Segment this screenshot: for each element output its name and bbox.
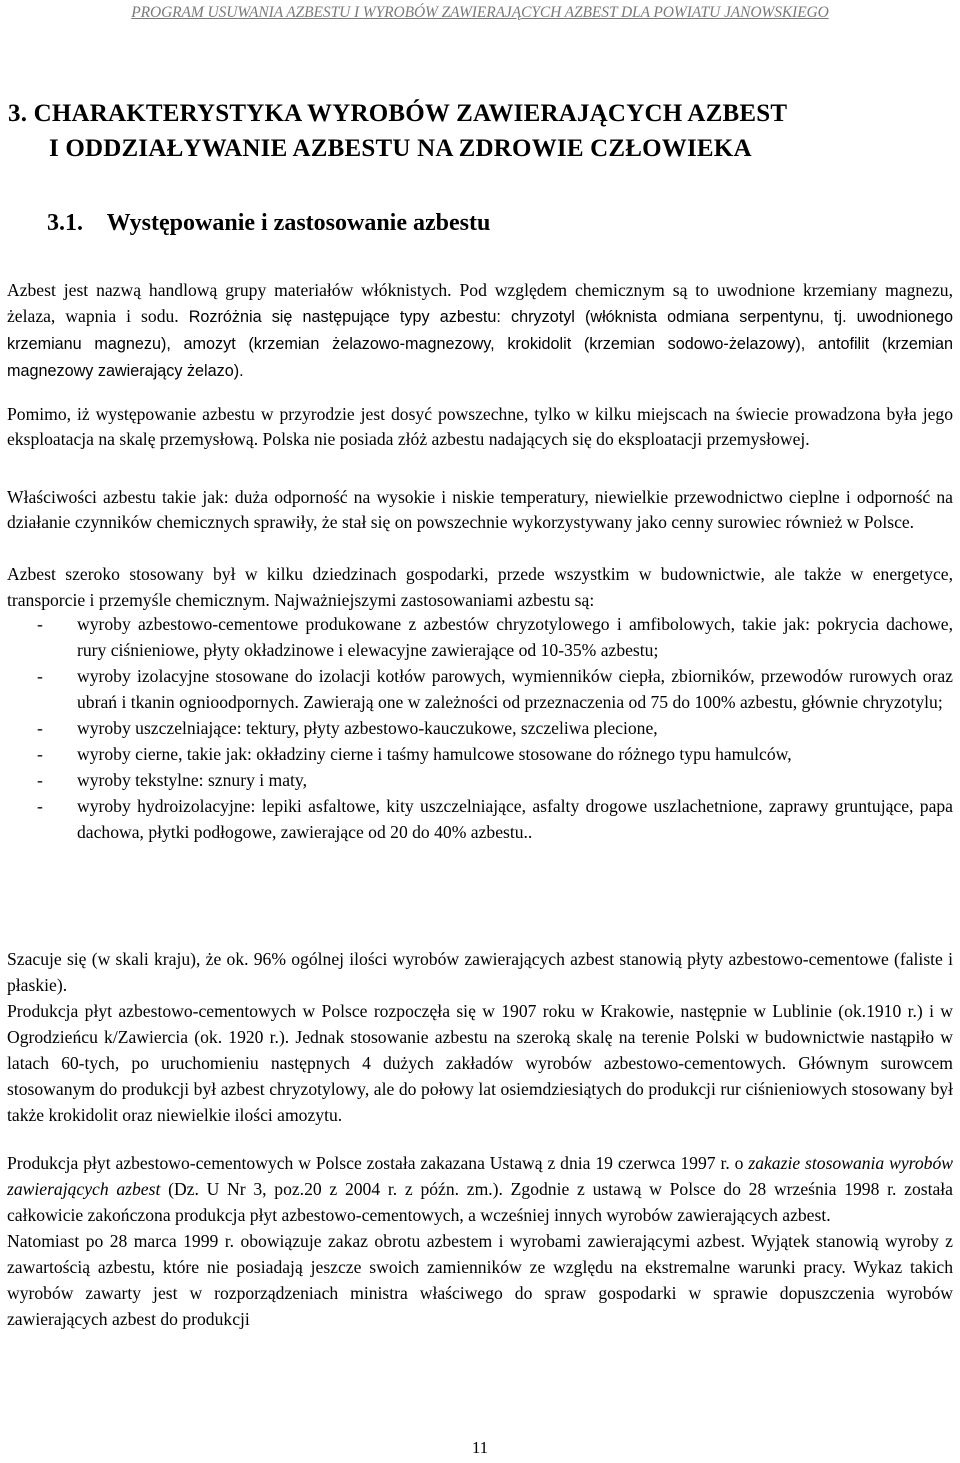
- applications-list: [7, 611, 953, 845]
- paragraph-trade-ban: Natomiast po 28 marca 1999 r. obowiązuje zakaz obrotu azbestem i wyrobami zawierającymi azbest. Wyjątek stanowią wyroby z zawartością azbestu, które nie posiadają jeszcze swoich zamienników ze względu na ekstremalne warunki pracy. Wykaz takich wyrobów zawarty jest w rozporządzeniach ministra właściwego do spraw gospodarki w sprawie dopuszczenia wyrobów zawierających azbest do produkcji: [7, 1231, 953, 1329]
- paragraph-asbestos-definition: [7, 277, 953, 384]
- paragraph-ban-law: [7, 1150, 953, 1228]
- chapter-title: [8, 96, 953, 166]
- list-item: - wyroby uszczelniające: tektury, płyty azbestowo-kauczukowe, szczeliwa plecione,: [7, 715, 953, 741]
- chapter-title-line-1: 3. CHARAKTERYSTYKA WYROBÓW ZAWIERAJĄCYCH AZBEST: [8, 100, 788, 127]
- list-item: - wyroby tekstylne: sznury i maty,: [7, 767, 953, 793]
- running-header: PROGRAM USUWANIA AZBESTU I WYROBÓW ZAWIERAJĄCYCH AZBEST DLA POWIATU JANOWSKIEGO: [131, 4, 829, 21]
- ban-law-text-b: (Dz. U Nr 3, poz.20 z 2004 r. z późn. zm.). Zgodnie z ustawą w Polsce do 28 września 1998 r. została całkowicie zakończona produkcja płyt azbestowo-cementowych, a wcześniej innych wyrobów zawierających azbest.: [7, 1179, 953, 1225]
- paragraph-properties: Właściwości azbestu takie jak: duża odporność na wysokie i niskie temperatury, niewielkie przewodnictwo cieplne i odporność na działanie czynników chemicznych sprawiły, że stał się on powszechnie wykorzystywany jako cenny surowiec również w Polsce.: [7, 487, 953, 533]
- ban-law-text-a: Produkcja płyt azbestowo-cementowych w Polsce została zakazana Ustawą z dnia 19 czerwca 1997 r. o: [7, 1153, 749, 1173]
- production-history: [7, 946, 953, 1128]
- law-title-italic: zakazie stosowania wyrobów zawierających azbest: [7, 1153, 953, 1199]
- legal-ban: [7, 1150, 953, 1332]
- paragraph-sans-part: Rozróżnia się następujące typy azbestu: chryzotyl (włóknista odmiana serpentynu, tj. uwodnionego krzemianu magnezu), amozyt (krzemian żelazowo-magnezowy, krokidolit (krzemian sodowo-żelazowy), antofilit (krzemian magnezowy zawierający żelazo).: [7, 308, 953, 380]
- paragraph-share-estimate: Szacuje się (w skali kraju), że ok. 96% ogólnej ilości wyrobów zawierających azbest stanowią płyty azbestowo-cementowe (faliste i płaskie).: [7, 949, 953, 995]
- list-item: - wyroby cierne, takie jak: okładziny cierne i taśmy hamulcowe stosowane do różnego typu hamulców,: [7, 741, 953, 767]
- page-number: 11: [471, 1438, 489, 1457]
- section-title: 3.1. Występowanie i zastosowanie azbestu: [47, 210, 491, 236]
- list-item: - wyroby azbestowo-cementowe produkowane z azbestów chryzotylowego i amfibolowych, takie jak: pokrycia dachowe, rury ciśnieniowe, płyty okładzinowe i elewacyjne zawierające od 10-35% azbestu;: [7, 611, 953, 663]
- paragraph-applications: Azbest szeroko stosowany był w kilku dziedzinach gospodarki, przede wszystkim w budownictwie, ale także w energetyce, transporcie i przemyśle chemicznym. Najważniejszymi zastosowaniami azbestu są:: [7, 564, 953, 610]
- chapter-title-line-2: I ODDZIAŁYWANIE AZBESTU NA ZDROWIE CZŁOWIEKA: [49, 135, 752, 162]
- list-item: - wyroby izolacyjne stosowane do izolacji kotłów parowych, wymienników ciepła, zbiorników, przewodów rurowych oraz ubrań i tkanin ognioodpornych. Zawierają one w zależności od przeznaczenia od 75 do 100% azbestu, głównie chryzotylu;: [7, 663, 953, 715]
- paragraph-production-history: Produkcja płyt azbestowo-cementowych w Polsce rozpoczęła się w 1907 roku w Krakowie, następnie w Lublinie (ok.1910 r.) i w Ogrodzieńcu k/Zawiercia (ok. 1920 r.). Jednak stosowanie azbestu na szeroką skalę na terenie Polski w budownictwie nastąpiło w latach 60-tych, po uruchomieniu następnych 4 dużych zakładów wyrobów azbestowo-cementowych. Głównym surowcem stosowanym do produkcji był azbest chryzotylowy, ale do połowy lat osiemdziesiątych do produkcji rur ciśnieniowych stosowany był także krokidolit oraz niewielkie ilości amozytu.: [7, 1001, 953, 1125]
- paragraph-serif-part: Azbest jest nazwą handlową grupy materiałów włóknistych. Pod względem chemicznym są to uwodnione krzemiany magnezu, żelaza, wapnia i sodu.: [7, 280, 953, 326]
- list-item: - wyroby hydroizolacyjne: lepiki asfaltowe, kity uszczelniające, asfalty drogowe uszlachetnione, zaprawy gruntujące, papa dachowa, płytki podłogowe, zawierające od 20 do 40% azbestu..: [7, 793, 953, 845]
- paragraph-occurrence: Pomimo, iż występowanie azbestu w przyrodzie jest dosyć powszechne, tylko w kilku miejscach na świecie prowadzona była jego eksploatacja na skalę przemysłową. Polska nie posiada złóż azbestu nadających się do eksploatacji przemysłowej.: [7, 404, 953, 449]
